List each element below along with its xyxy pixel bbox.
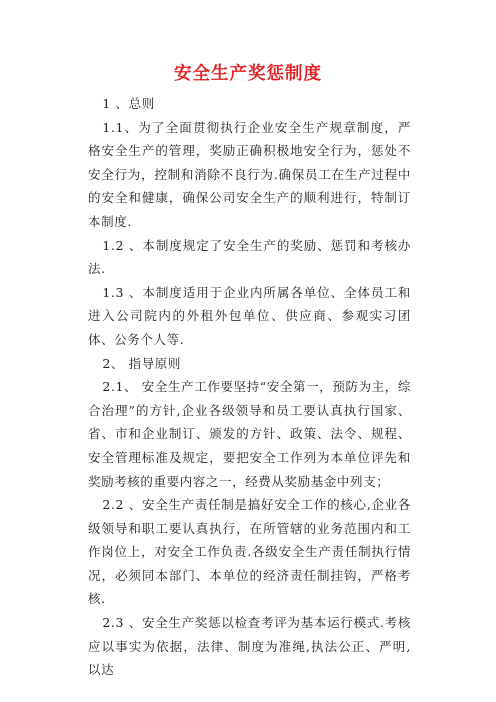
paragraph-2-3: 2.3 、安全生产奖惩以检查考评为基本运行模式.考核应以事实为依据，法律、制度为准绳,执法公正、严明,以达 bbox=[88, 615, 411, 678]
paragraph-1-1: 1.1、为了全面贯彻执行企业安全生产规章制度，严格安全生产的管理，奖励正确积极地安全行为，惩处不安全行为，控制和消除不良行为.确保员工在生产过程中的安全和健康，确保公司安全生产的顺利进行，特制订本制度. bbox=[88, 119, 411, 229]
paragraph-1-3: 1.3 、本制度适用于企业内所属各单位、全体员工和进入公司院内的外租外包单位、供应商、参观实习团体、公务个人等. bbox=[88, 284, 411, 347]
document-title: 安全生产奖惩制度 bbox=[174, 64, 322, 84]
section-heading-general: 1 、总则 bbox=[102, 96, 155, 111]
paragraph-2-2: 2.2 、安全生产责任制是搞好安全工作的核心,企业各级领导和职工要认真执行，在所管辖的业务范围内和工作岗位上，对安全工作负责.各级安全生产责任制执行情况，必须同本部门、本单位的经济责任制挂钩，严格考核. bbox=[88, 497, 411, 607]
section-heading-principles: 2、 指导原则 bbox=[102, 355, 182, 371]
paragraph-2-1: 2.1、 安全生产工作要坚持“安全第一，预防为主，综合治理”的方针,企业各级领导和员工要认真执行国家、省、市和企业制订、颁发的方针、政策、法令、规程、安全管理标准及规定，要把安全工作列为本单位评先和奖励考核的重要内容之一，经费从奖励基金中列支； bbox=[88, 379, 411, 489]
paragraph-1-2: 1.2 、本制度规定了安全生产的奖励、惩罚和考核办法. bbox=[88, 237, 411, 277]
document-body bbox=[88, 92, 411, 682]
